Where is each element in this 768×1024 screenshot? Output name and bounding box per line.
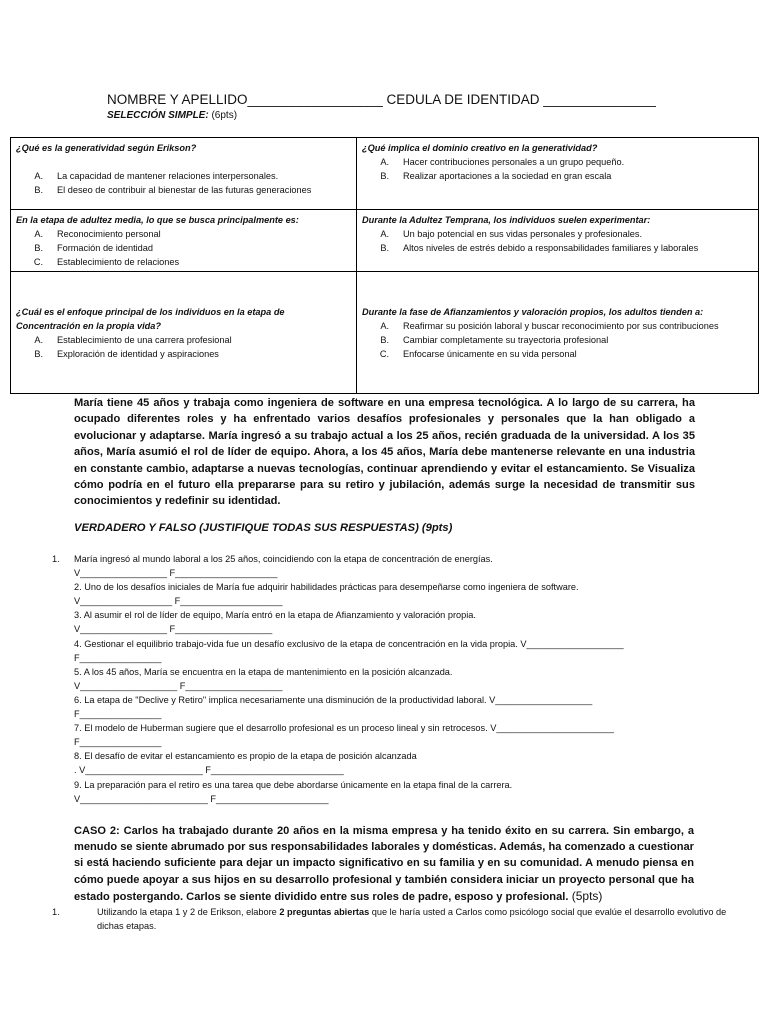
mc-option: B. Formación de identidad bbox=[34, 243, 154, 253]
tf-statement: 8. El desafío de evitar el estancamiento es propio de la etapa de posición alcanzada bbox=[74, 751, 417, 762]
tf-answer-line[interactable]: V_________________ F____________________ bbox=[74, 568, 278, 579]
question-number: 1. bbox=[52, 907, 60, 917]
tf-answer-line[interactable]: F________________ bbox=[74, 709, 162, 720]
tf-statement: 6. La etapa de "Declive y Retiro" implica necesariamente una disminución de la productividad laboral. V___________________ bbox=[74, 694, 593, 705]
mc-question: ¿Qué es la generatividad según Erikson? bbox=[16, 143, 197, 153]
tf-statement: 9. La preparación para el retiro es una tarea que debe abordarse únicamente en la etapa final de la carrera. bbox=[74, 779, 513, 790]
tf-statement: 4. Gestionar el equilibrio trabajo-vida fue un desafío exclusivo de la etapa de concentración en la vida propia. V___________________ bbox=[74, 638, 624, 649]
case-2-body: CASO 2: Carlos ha trabajado durante 20 años en la misma empresa y ha tenido éxito en su carrera. Sin embargo, a menudo se siente abrumado por sus responsabilidades laborales y domésticas. Además, ha comenzado a cuestionar si está haciendo suficiente para dejar un impacto significativo en su familia y en su comunidad. A menudo piensa en cómo puede apoyar a sus hijos en su desarrollo profesional y también considera iniciar un proyecto personal que ha estado postergando. Carlos se siente dividido entre sus roles de padre, esposo y profesional. bbox=[74, 825, 694, 903]
tf-number: 1. bbox=[52, 554, 60, 564]
question-text-pre: Utilizando la etapa 1 y 2 de Erikson, elabore bbox=[97, 907, 280, 917]
mc-option: B. Cambiar completamente su trayectoria profesional bbox=[380, 335, 609, 345]
case-2-text bbox=[74, 823, 694, 905]
section-label: SELECCIÓN SIMPLE: bbox=[107, 110, 209, 121]
question-text-bold: 2 preguntas abiertas bbox=[279, 907, 370, 917]
mc-option: A. Establecimiento de una carrera profesional bbox=[34, 335, 232, 345]
mc-question: En la etapa de adultez media, lo que se busca principalmente es: bbox=[16, 215, 299, 225]
section-points: (6pts) bbox=[208, 110, 238, 121]
mc-cell-adultez-media bbox=[11, 210, 357, 272]
mc-option: A. Un bajo potencial en sus vidas personales y profesionales. bbox=[380, 229, 643, 239]
mc-question: ¿Qué implica el dominio creativo en la generatividad? bbox=[362, 143, 598, 153]
tf-statement: 2. Uno de los desafíos iniciales de María fue adquirir habilidades prácticas para desempeñarse como ingeniera de software. bbox=[74, 582, 579, 593]
tf-item-2 bbox=[48, 580, 748, 608]
tf-item-4 bbox=[48, 637, 748, 665]
tf-item-8 bbox=[48, 749, 748, 777]
mc-cell-dominio-creativo bbox=[357, 138, 759, 210]
tf-item-5 bbox=[48, 665, 748, 693]
mc-option: A. Reafirmar su posición laboral y buscar reconocimiento por sus contribuciones bbox=[380, 321, 719, 331]
tf-statement: 5. A los 45 años, María se encuentra en la etapa de mantenimiento en la posición alcanzada. bbox=[74, 666, 453, 677]
tf-item-1 bbox=[48, 552, 748, 580]
mc-option: B. Exploración de identidad y aspiraciones bbox=[34, 349, 219, 359]
section-heading-multiple-choice bbox=[107, 110, 237, 121]
question-text-post: que le haría usted a Carlos como psicólogo social que evalúe el desarrollo evolutivo de dichas etapas. bbox=[97, 907, 727, 932]
mc-option: A. La capacidad de mantener relaciones interpersonales. bbox=[34, 171, 279, 181]
tf-answer-line[interactable]: V_________________ F___________________ bbox=[74, 624, 273, 635]
mc-option: A. Hacer contribuciones personales a un grupo pequeño. bbox=[380, 157, 625, 167]
mc-option: B. El deseo de contribuir al bienestar de las futuras generaciones bbox=[34, 185, 312, 195]
mc-option: A. Reconocimiento personal bbox=[34, 229, 161, 239]
tf-item-3 bbox=[48, 608, 748, 636]
tf-statement: 3. Al asumir el rol de líder de equipo, María entró en la etapa de Afianzamiento y valoración propia. bbox=[74, 610, 476, 621]
true-false-title: VERDADERO Y FALSO (JUSTIFIQUE TODAS SUS RESPUESTAS) (9pts) bbox=[74, 522, 453, 534]
tf-answer-line[interactable]: . V_______________________ F__________________________ bbox=[74, 765, 344, 776]
mc-question: Durante la Adultez Temprana, los individuos suelen experimentar: bbox=[362, 215, 651, 225]
tf-answer-line[interactable]: V__________________ F____________________ bbox=[74, 596, 283, 607]
tf-answer-line[interactable]: V___________________ F___________________ bbox=[74, 680, 283, 691]
tf-answer-line[interactable]: V_________________________ F______________________ bbox=[74, 793, 329, 804]
mc-option: B. Realizar aportaciones a la sociedad en gran escala bbox=[380, 171, 612, 181]
mc-question: Durante la fase de Afianzamientos y valoración propios, los adultos tienden a: bbox=[362, 307, 704, 317]
mc-option: B. Altos niveles de estrés debido a responsabilidades familiares y laborales bbox=[380, 243, 699, 253]
question-text bbox=[48, 905, 728, 933]
mc-option: C. Enfocarse únicamente en su vida personal bbox=[379, 349, 577, 359]
mc-cell-afianzamiento bbox=[357, 272, 759, 394]
multiple-choice-table bbox=[10, 137, 759, 394]
tf-statement: María ingresó al mundo laboral a los 25 años, coincidiendo con la etapa de concentración de energías. bbox=[74, 554, 493, 564]
true-false-list bbox=[48, 552, 748, 806]
tf-item-9 bbox=[48, 778, 748, 806]
tf-answer-line[interactable]: F________________ bbox=[74, 737, 162, 748]
mc-cell-concentracion bbox=[11, 272, 357, 394]
case-2-question bbox=[48, 905, 728, 933]
case-1-text: María tiene 45 años y trabaja como ingeniera de software en una empresa tecnológica. A lo largo de su carrera, ha ocupado diferentes roles y ha enfrentado varios desafíos profesionales y personales que la han obligado a evolucionar y adaptarse. María ingresó a su trabajo actual a los 25 años, recién graduada de la universidad. A los 35 años, María asumió el rol de líder de equipo. Ahora, a los 45 años, María debe mantenerse relevante en una industria en constante cambio, adaptarse a nuevas tecnologías, continuar aprendiendo y evitar el estancamiento. Se Visualiza cómo podría en el futuro ella prepararse para su retiro y jubilación, además surge la necesidad de transmitir sus conocimientos y redefinir su identidad. bbox=[74, 397, 695, 508]
case-2-points: (5pts) bbox=[568, 888, 603, 903]
tf-item-7 bbox=[48, 721, 748, 749]
mc-question: ¿Cuál es el enfoque principal de los individuos en la etapa de Concentración en la propia vida? bbox=[16, 307, 285, 331]
mc-cell-adultez-temprana bbox=[357, 210, 759, 272]
tf-statement: 7. El modelo de Huberman sugiere que el desarrollo profesional es un proceso lineal y sin retrocesos. V_______________________ bbox=[74, 723, 614, 734]
tf-answer-line[interactable]: F________________ bbox=[74, 652, 162, 663]
mc-option: C. Establecimiento de relaciones bbox=[33, 257, 180, 267]
tf-item-6 bbox=[48, 693, 748, 721]
mc-cell-generatividad bbox=[11, 138, 357, 210]
name-id-line: NOMBRE Y APELLIDO__________________ CEDULA DE IDENTIDAD _______________ bbox=[107, 92, 656, 107]
